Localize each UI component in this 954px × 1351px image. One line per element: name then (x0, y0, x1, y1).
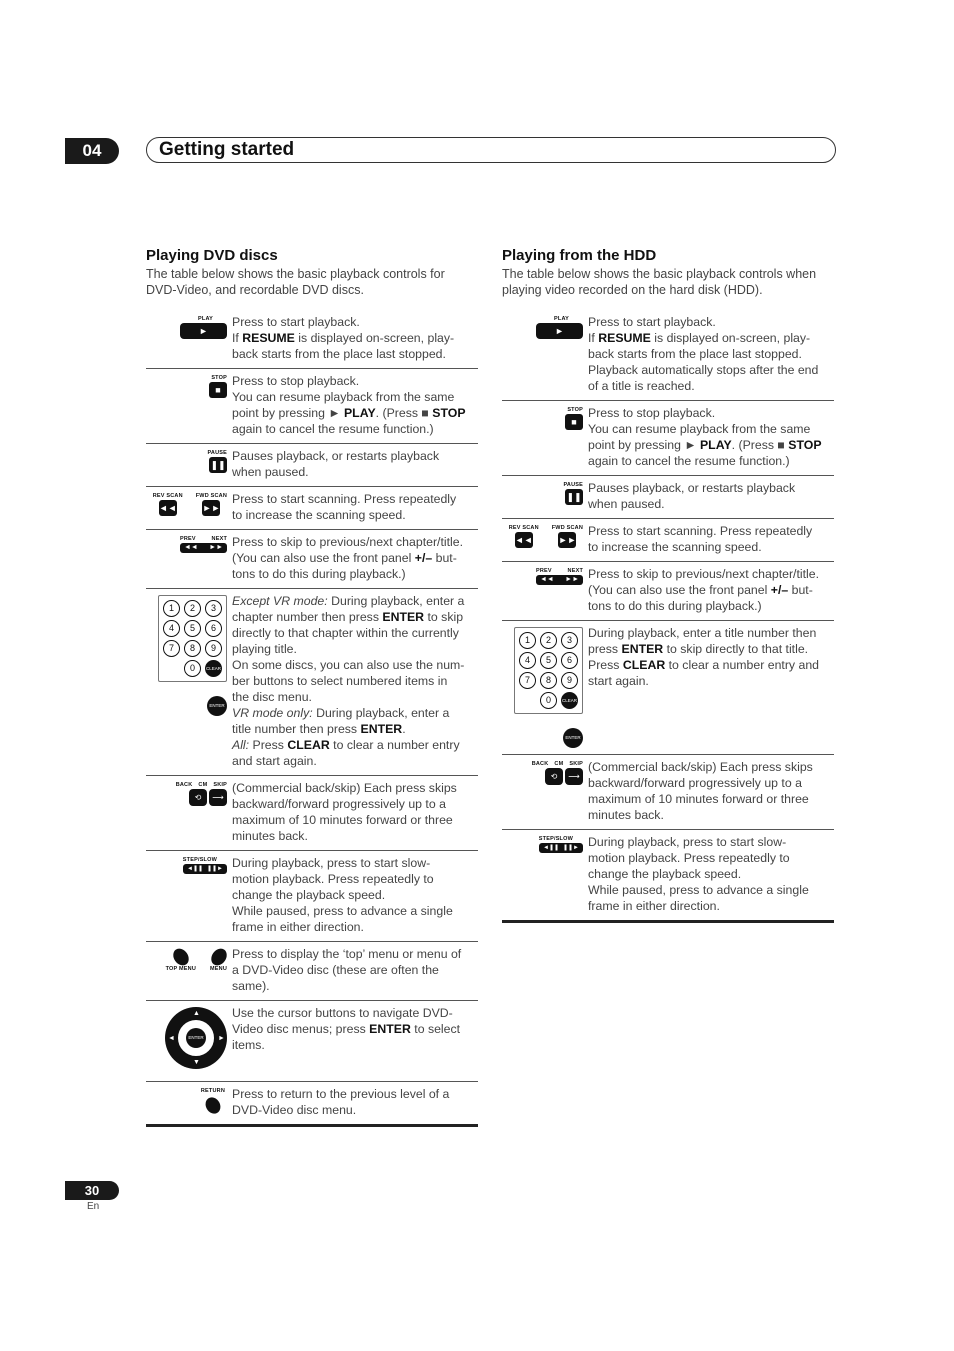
num-key-6: 6 (205, 620, 222, 637)
clear-key-icon: CLEAR (205, 660, 222, 677)
hdd-section (502, 246, 834, 923)
cm-skip-icon: ⟶ (209, 789, 227, 806)
rev-scan-icon: ◄◄ (159, 500, 177, 516)
hdd-row-stepslow-desc: During playback, press to start slow- motion playback. Press repeatedly to change the playback speed. While paused, press to advance a single frame in either direction. (588, 835, 809, 913)
dvd-row-scan-desc: Press to start scanning. Press repeatedly to increase the scanning speed. (232, 492, 457, 522)
return-label: RETURN (200, 1088, 225, 1094)
hdd-num-key-8: 8 (540, 672, 557, 689)
pause-button-icon: ❚❚ (209, 457, 227, 473)
dvd-row-cursor (146, 1001, 478, 1082)
hdd-number-pad-icon (514, 627, 583, 714)
dvd-row-play (146, 310, 478, 369)
dvd-row-cm-desc: (Commercial back/skip) Each press skips backward/forward progressively up to a maximum of 10 minutes forward or three minutes back. (232, 781, 457, 843)
fwd-scan-icon: ►► (202, 500, 220, 516)
dvd-row-scan (146, 487, 478, 530)
rev-scan-label: REV SCAN (152, 493, 183, 499)
hdd-rev-scan-label: REV SCAN (508, 525, 539, 531)
top-menu-icon (170, 946, 192, 969)
hdd-play-label: PLAY (554, 316, 569, 322)
back-label: BACK (175, 782, 193, 788)
hdd-row-cm (502, 755, 834, 830)
play-button-icon: ► (180, 323, 227, 339)
dvd-row-skip-desc: Press to skip to previous/next chapter/title. (You can also use the front panel +/– but- tons to do this during playback.) (232, 535, 464, 581)
hdd-row-stop (502, 401, 834, 476)
dvd-row-stepslow (146, 851, 478, 942)
hdd-next-label: NEXT (567, 568, 583, 574)
hdd-row-numbers (502, 621, 834, 755)
hdd-row-play-desc: Press to start playback. If RESUME is displayed on-screen, play- back starts from the place last stopped. Playback automatically stops after the end of a title is reached. (588, 315, 819, 393)
dvd-row-numbers (146, 589, 478, 776)
dvd-row-cm (146, 776, 478, 851)
hdd-num-key-1: 1 (519, 632, 536, 649)
dvd-controls-table (146, 310, 478, 1127)
dvd-row-menu-desc: Press to display the ‘top’ menu or menu of a DVD-Video disc (these are often the same). (232, 947, 462, 993)
dvd-row-pause (146, 444, 478, 487)
play-label: PLAY (198, 316, 213, 322)
num-key-8: 8 (184, 640, 201, 657)
dvd-section (146, 246, 478, 1127)
hdd-section-title: Playing from the HDD (502, 247, 657, 264)
next-label: NEXT (211, 536, 227, 542)
hdd-num-key-0: 0 (540, 692, 557, 709)
step-slow-label: STEP/SLOW (182, 857, 217, 863)
num-key-2: 2 (184, 600, 201, 617)
dvd-row-return (146, 1082, 478, 1124)
hdd-num-key-5: 5 (540, 652, 557, 669)
cursor-pad-icon: ENTER ▲ ▼ ◄ ► (165, 1007, 227, 1069)
hdd-num-key-2: 2 (540, 632, 557, 649)
hdd-cm-label: CM (554, 761, 564, 767)
menu-icon (208, 946, 230, 969)
hdd-row-skip (502, 562, 834, 621)
hdd-row-stepslow (502, 830, 834, 920)
num-key-7: 7 (163, 640, 180, 657)
dvd-row-skip (146, 530, 478, 589)
dvd-row-menu (146, 942, 478, 1001)
hdd-row-scan-desc: Press to start scanning. Press repeatedly to increase the scanning speed. (588, 524, 813, 554)
pause-label: PAUSE (207, 450, 227, 456)
hdd-fwd-scan-icon: ►► (558, 532, 576, 548)
cm-label: CM (198, 782, 208, 788)
hdd-controls-table (502, 310, 834, 923)
hdd-row-numbers-desc: During playback, enter a title number then press ENTER to skip directly to that title. Press CLEAR to clear a number entry and start again. (588, 626, 820, 688)
num-key-0: 0 (184, 660, 201, 677)
hdd-step-slow-icon: ◄❚❚ ❚❚► (539, 843, 583, 853)
num-key-5: 5 (184, 620, 201, 637)
chapter-title: Getting started (159, 139, 295, 160)
hdd-num-key-7: 7 (519, 672, 536, 689)
cm-back-icon: ⟲ (189, 789, 207, 806)
hdd-back-label: BACK (531, 761, 549, 767)
hdd-row-scan (502, 519, 834, 562)
stop-label: STOP (211, 375, 227, 381)
return-icon (203, 1095, 224, 1117)
fwd-scan-label: FWD SCAN (195, 493, 227, 499)
hdd-num-key-9: 9 (561, 672, 578, 689)
hdd-num-key-6: 6 (561, 652, 578, 669)
prev-label: PREV (180, 536, 196, 542)
hdd-skip-label: SKIP (569, 761, 583, 767)
hdd-clear-key-icon: CLEAR (561, 692, 578, 709)
page-number: 30 (65, 1181, 119, 1200)
hdd-row-pause-desc: Pauses playback, or restarts playback when paused. (588, 481, 796, 511)
hdd-pause-button-icon: ❚❚ (565, 489, 583, 505)
stop-button-icon: ■ (209, 382, 227, 398)
dvd-row-stop (146, 369, 478, 444)
hdd-rev-scan-icon: ◄◄ (515, 532, 533, 548)
hdd-fwd-scan-label: FWD SCAN (551, 525, 583, 531)
chapter-header-bar (146, 137, 836, 163)
chapter-number-tab: 04 (65, 138, 119, 164)
hdd-stop-label: STOP (567, 407, 583, 413)
hdd-row-play (502, 310, 834, 401)
num-key-1: 1 (163, 600, 180, 617)
num-key-3: 3 (205, 600, 222, 617)
hdd-row-pause (502, 476, 834, 519)
menu-label: MENU (210, 966, 227, 972)
dvd-row-cursor-desc: Use the cursor buttons to navigate DVD- Video disc menus; press ENTER to select items. (232, 1006, 461, 1052)
hdd-play-button-icon: ► (536, 323, 583, 339)
number-pad-icon (158, 595, 227, 682)
dvd-row-numbers-desc: Except VR mode: During playback, enter a chapter number then press ENTER to skip directly to that chapter within the currently playing title. On some discs, you can also use the num- ber buttons to select numbered items in the disc menu. VR mode only: During playback, enter a title number then press ENTER. All: Press CLEAR to clear a number entry and start again. (232, 594, 465, 768)
num-key-4: 4 (163, 620, 180, 637)
hdd-cm-back-icon: ⟲ (545, 768, 563, 785)
hdd-enter-button-icon: ENTER (563, 728, 583, 748)
hdd-row-cm-desc: (Commercial back/skip) Each press skips backward/forward progressively up to a maximum of 10 minutes forward or three minutes back. (588, 760, 813, 822)
dvd-section-title: Playing DVD discs (146, 247, 278, 264)
cursor-enter-icon: ENTER (186, 1028, 206, 1048)
dvd-section-intro: The table below shows the basic playback controls for DVD-Video, and recordable DVD discs. (146, 267, 445, 297)
hdd-prev-label: PREV (536, 568, 552, 574)
hdd-step-slow-label: STEP/SLOW (538, 836, 573, 842)
hdd-row-skip-desc: Press to skip to previous/next chapter/title. (You can also use the front panel +/– but- tons to do this during playback.) (588, 567, 820, 613)
hdd-num-key-3: 3 (561, 632, 578, 649)
num-key-9: 9 (205, 640, 222, 657)
hdd-section-intro: The table below shows the basic playback controls when playing video recorded on the hard disk (HDD). (502, 267, 817, 297)
step-slow-icon: ◄❚❚ ❚❚► (183, 864, 227, 874)
hdd-row-stop-desc: Press to stop playback. You can resume playback from the same point by pressing ► PLAY. (Press ■ STOP again to cancel the resume function.) (588, 406, 822, 468)
dvd-row-pause-desc: Pauses playback, or restarts playback when paused. (232, 449, 440, 479)
dvd-row-play-desc: Press to start playback. If RESUME is displayed on-screen, play- back starts from the place last stopped. (232, 315, 455, 361)
prev-next-icon: ◄◄ ►► (180, 543, 227, 553)
hdd-prev-next-icon: ◄◄ ►► (536, 575, 583, 585)
hdd-pause-label: PAUSE (563, 482, 583, 488)
top-menu-label: TOP MENU (165, 966, 196, 972)
hdd-num-key-4: 4 (519, 652, 536, 669)
enter-button-icon: ENTER (207, 696, 227, 716)
dvd-row-return-desc: Press to return to the previous level of a DVD-Video disc menu. (232, 1087, 450, 1117)
dvd-row-stop-desc: Press to stop playback. You can resume playback from the same point by pressing ► PLAY. (Press ■ STOP again to cancel the resume function.) (232, 374, 466, 436)
skip-label: SKIP (213, 782, 227, 788)
hdd-stop-button-icon: ■ (565, 414, 583, 430)
dvd-row-stepslow-desc: During playback, press to start slow- motion playback. Press repeatedly to change the playback speed. While paused, press to advance a single frame in either direction. (232, 856, 453, 934)
hdd-cm-skip-icon: ⟶ (565, 768, 583, 785)
page-language: En (87, 1201, 100, 1212)
